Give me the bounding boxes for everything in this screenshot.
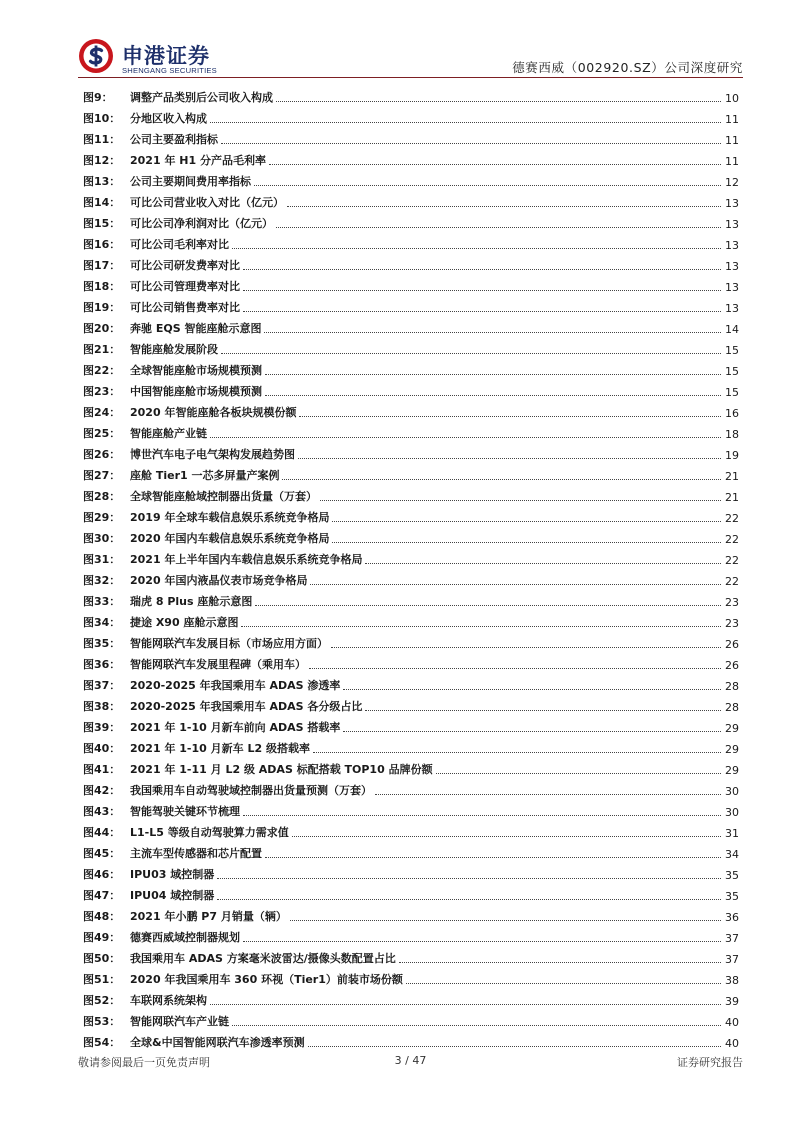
toc-figure-label: 图33：: [83, 595, 121, 608]
toc-entry[interactable]: [83, 1029, 739, 1050]
toc-page-number[interactable]: 30: [725, 785, 739, 798]
toc-page-number[interactable]: 37: [725, 953, 739, 966]
toc-figure-title[interactable]: 2020-2025 年我国乘用车 ADAS 渗透率: [130, 679, 341, 692]
toc-page-number[interactable]: 13: [725, 239, 739, 252]
toc-page-number[interactable]: 28: [725, 701, 739, 714]
toc-page-number[interactable]: 13: [725, 302, 739, 315]
toc-dot-leader: [221, 143, 721, 144]
toc-figure-title[interactable]: 智能驾驶关键环节梳理: [130, 805, 240, 818]
toc-entry[interactable]: [83, 609, 739, 630]
toc-figure-label: 图15：: [83, 217, 121, 230]
toc-figure-title[interactable]: 2021 年小鹏 P7 月销量（辆）: [130, 910, 287, 923]
toc-page-number[interactable]: 29: [725, 722, 739, 735]
toc-page-number[interactable]: 40: [725, 1037, 739, 1050]
toc-figure-label: 图24：: [83, 406, 121, 419]
toc-entry[interactable]: [83, 819, 739, 840]
toc-entry[interactable]: [83, 399, 739, 420]
toc-dot-leader: [298, 458, 721, 459]
toc-figure-title[interactable]: 博世汽车电子电气架构发展趋势图: [130, 448, 295, 461]
toc-dot-leader: [308, 1046, 721, 1047]
toc-figure-title[interactable]: 调整产品类别后公司收入构成: [130, 91, 273, 104]
toc-dot-leader: [320, 500, 721, 501]
toc-entry[interactable]: [83, 777, 739, 798]
toc-page-number[interactable]: 14: [725, 323, 739, 336]
toc-figure-label: 图18：: [83, 280, 121, 293]
toc-figure-label: 图50：: [83, 952, 121, 965]
toc-figure-label: 图16：: [83, 238, 121, 251]
toc-figure-title[interactable]: 可比公司毛利率对比: [130, 238, 229, 251]
toc-page-number[interactable]: 26: [725, 659, 739, 672]
toc-figure-title[interactable]: 2020 年智能座舱各板块规模份额: [130, 406, 297, 419]
toc-entry[interactable]: [83, 840, 739, 861]
toc-figure-title[interactable]: 智能座舱发展阶段: [130, 343, 218, 356]
toc-figure-label: 图11：: [83, 133, 121, 146]
toc-entry[interactable]: [83, 798, 739, 819]
toc-page-number[interactable]: 22: [725, 533, 739, 546]
toc-dot-leader: [436, 773, 721, 774]
toc-figure-title[interactable]: 智能网联汽车发展里程碑（乘用车）: [130, 658, 306, 671]
toc-figure-label: 图28：: [83, 490, 121, 503]
toc-page-number[interactable]: 11: [725, 113, 739, 126]
toc-figure-label: 图23：: [83, 385, 121, 398]
toc-page-number[interactable]: 21: [725, 470, 739, 483]
toc-page-number[interactable]: 34: [725, 848, 739, 861]
toc-figure-label: 图13：: [83, 175, 121, 188]
toc-dot-leader: [264, 332, 721, 333]
toc-page-number[interactable]: 31: [725, 827, 739, 840]
toc-page-number[interactable]: 22: [725, 512, 739, 525]
toc-entry[interactable]: [83, 672, 739, 693]
toc-figure-label: 图44：: [83, 826, 121, 839]
toc-figure-title[interactable]: 全球&中国智能网联汽车渗透率预测: [130, 1036, 305, 1049]
toc-dot-leader: [290, 920, 721, 921]
toc-dot-leader: [332, 521, 721, 522]
toc-page-number[interactable]: 39: [725, 995, 739, 1008]
toc-figure-title[interactable]: 2020-2025 年我国乘用车 ADAS 各分级占比: [130, 700, 363, 713]
toc-figure-label: 图41：: [83, 763, 121, 776]
toc-entry[interactable]: [83, 504, 739, 525]
toc-dot-leader: [375, 794, 721, 795]
page-footer: [78, 1054, 743, 1072]
toc-page-number[interactable]: 37: [725, 932, 739, 945]
toc-entry[interactable]: [83, 168, 739, 189]
toc-dot-leader: [331, 647, 721, 648]
toc-figure-title[interactable]: 2021 年 1-11 月 L2 级 ADAS 标配搭载 TOP10 品牌份额: [130, 763, 433, 776]
toc-page-number[interactable]: 13: [725, 281, 739, 294]
toc-figure-title[interactable]: L1-L5 等级自动驾驶算力需求值: [130, 826, 289, 839]
toc-figure-title[interactable]: 智能网联汽车产业链: [130, 1015, 229, 1028]
toc-figure-label: 图31：: [83, 553, 121, 566]
toc-dot-leader: [210, 122, 721, 123]
toc-figure-title[interactable]: 车联网系统架构: [130, 994, 207, 1007]
toc-page-number[interactable]: 35: [725, 869, 739, 882]
toc-figure-label: 图10：: [83, 112, 121, 125]
toc-figure-label: 图46：: [83, 868, 121, 881]
toc-dot-leader: [332, 542, 721, 543]
toc-figure-title[interactable]: 座舱 Tier1 一芯多屏量产案例: [130, 469, 280, 482]
toc-figure-title[interactable]: 智能座舱产业链: [130, 427, 207, 440]
toc-figure-label: 图51：: [83, 973, 121, 986]
toc-dot-leader: [221, 353, 721, 354]
toc-dot-leader: [217, 899, 721, 900]
toc-entry[interactable]: [83, 294, 739, 315]
toc-dot-leader: [309, 668, 721, 669]
toc-figure-label: 图54：: [83, 1036, 121, 1049]
toc-dot-leader: [365, 710, 721, 711]
toc-dot-leader: [232, 1025, 721, 1026]
toc-page-number[interactable]: 11: [725, 134, 739, 147]
toc-figure-label: 图48：: [83, 910, 121, 923]
toc-figure-label: 图38：: [83, 700, 121, 713]
toc-figure-label: 图43：: [83, 805, 121, 818]
toc-dot-leader: [210, 1004, 721, 1005]
toc-page-number[interactable]: 13: [725, 197, 739, 210]
toc-entry[interactable]: [83, 378, 739, 399]
toc-page-number[interactable]: 13: [725, 218, 739, 231]
toc-page-number[interactable]: 18: [725, 428, 739, 441]
toc-entry[interactable]: [83, 693, 739, 714]
toc-figure-label: 图42：: [83, 784, 121, 797]
toc-page-number[interactable]: 12: [725, 176, 739, 189]
toc-entry[interactable]: [83, 147, 739, 168]
toc-entry[interactable]: [83, 1008, 739, 1029]
toc-page-number[interactable]: 23: [725, 617, 739, 630]
toc-page-number[interactable]: 29: [725, 764, 739, 777]
brand-name-en: SHENGANG SECURITIES: [122, 66, 217, 75]
toc-entry[interactable]: [83, 126, 739, 147]
toc-figure-title[interactable]: 2021 年 H1 分产品毛利率: [130, 154, 266, 167]
toc-figure-title[interactable]: 可比公司净利润对比（亿元）: [130, 217, 273, 230]
toc-dot-leader: [243, 311, 721, 312]
toc-entry[interactable]: [83, 441, 739, 462]
toc-page-number[interactable]: 16: [725, 407, 739, 420]
toc-entry[interactable]: [83, 525, 739, 546]
toc-dot-leader: [243, 269, 721, 270]
toc-page-number[interactable]: 38: [725, 974, 739, 987]
toc-entry[interactable]: [83, 966, 739, 987]
toc-dot-leader: [265, 374, 721, 375]
toc-figure-title[interactable]: IPU03 域控制器: [130, 868, 215, 881]
toc-figure-label: 图30：: [83, 532, 121, 545]
toc-page-number[interactable]: 13: [725, 260, 739, 273]
toc-entry[interactable]: [83, 945, 739, 966]
toc-dot-leader: [265, 857, 721, 858]
toc-figure-title[interactable]: 公司主要期间费用率指标: [130, 175, 251, 188]
toc-dot-leader: [399, 962, 721, 963]
toc-figure-title[interactable]: 中国智能座舱市场规模预测: [130, 385, 262, 398]
toc-entry[interactable]: [83, 189, 739, 210]
toc-entry[interactable]: [83, 315, 739, 336]
toc-figure-label: 图47：: [83, 889, 121, 902]
toc-figure-label: 图19：: [83, 301, 121, 314]
toc-figure-title[interactable]: 分地区收入构成: [130, 112, 207, 125]
toc-figure-title[interactable]: 2021 年 1-10 月新车 L2 级搭载率: [130, 742, 310, 755]
toc-dot-leader: [406, 983, 721, 984]
toc-figure-title[interactable]: 全球智能座舱域控制器出货量（万套）: [130, 490, 317, 503]
toc-figure-label: 图39：: [83, 721, 121, 734]
toc-entry[interactable]: [83, 273, 739, 294]
toc-figure-title[interactable]: 2020 年国内液晶仪表市场竞争格局: [130, 574, 308, 587]
toc-dot-leader: [310, 584, 721, 585]
toc-page-number[interactable]: 22: [725, 554, 739, 567]
toc-figure-title[interactable]: 德赛西威域控制器规划: [130, 931, 240, 944]
toc-page-number[interactable]: 21: [725, 491, 739, 504]
toc-dot-leader: [299, 416, 721, 417]
toc-figure-label: 图27：: [83, 469, 121, 482]
toc-figure-label: 图35：: [83, 637, 121, 650]
toc-figure-label: 图36：: [83, 658, 121, 671]
shengang-logo-icon: [78, 38, 114, 74]
toc-figure-label: 图14：: [83, 196, 121, 209]
toc-entry[interactable]: [83, 756, 739, 777]
toc-figure-title[interactable]: 智能网联汽车发展目标（市场应用方面）: [130, 637, 328, 650]
toc-dot-leader: [269, 164, 721, 165]
toc-entry[interactable]: [83, 882, 739, 903]
toc-page-number[interactable]: 30: [725, 806, 739, 819]
toc-page-number[interactable]: 15: [725, 365, 739, 378]
toc-dot-leader: [292, 836, 721, 837]
toc-entry[interactable]: [83, 861, 739, 882]
toc-dot-leader: [276, 227, 721, 228]
toc-entry[interactable]: [83, 651, 739, 672]
toc-figure-label: 图9：: [83, 91, 113, 104]
toc-dot-leader: [243, 815, 721, 816]
toc-dot-leader: [243, 941, 721, 942]
toc-page-number[interactable]: 22: [725, 575, 739, 588]
toc-figure-title[interactable]: IPU04 域控制器: [130, 889, 215, 902]
toc-figure-title[interactable]: 2021 年上半年国内车载信息娱乐系统竞争格局: [130, 553, 363, 566]
toc-figure-title[interactable]: 我国乘用车自动驾驶域控制器出货量预测（万套）: [130, 784, 372, 797]
toc-dot-leader: [255, 605, 721, 606]
report-type: 证券研究报告: [677, 1056, 743, 1069]
header-divider: [78, 77, 743, 78]
toc-page-number[interactable]: 11: [725, 155, 739, 168]
toc-entry[interactable]: [83, 357, 739, 378]
toc-page-number[interactable]: 26: [725, 638, 739, 651]
figure-index-list: [83, 84, 739, 1050]
toc-dot-leader: [365, 563, 721, 564]
toc-page-number[interactable]: 29: [725, 743, 739, 756]
toc-entry[interactable]: [83, 252, 739, 273]
toc-figure-label: 图45：: [83, 847, 121, 860]
toc-figure-title[interactable]: 2021 年 1-10 月新车前向 ADAS 搭载率: [130, 721, 341, 734]
toc-figure-label: 图26：: [83, 448, 121, 461]
toc-entry[interactable]: [83, 546, 739, 567]
toc-page-number[interactable]: 28: [725, 680, 739, 693]
toc-page-number[interactable]: 19: [725, 449, 739, 462]
toc-figure-label: 图29：: [83, 511, 121, 524]
toc-entry[interactable]: [83, 714, 739, 735]
toc-dot-leader: [276, 101, 721, 102]
toc-figure-label: 图12：: [83, 154, 121, 167]
toc-entry[interactable]: [83, 84, 739, 105]
toc-dot-leader: [241, 626, 721, 627]
toc-dot-leader: [343, 731, 721, 732]
toc-entry[interactable]: [83, 903, 739, 924]
page-number: 3 / 47: [394, 1054, 427, 1067]
toc-figure-title[interactable]: 公司主要盈利指标: [130, 133, 218, 146]
toc-dot-leader: [265, 395, 721, 396]
toc-dot-leader: [232, 248, 721, 249]
toc-figure-label: 图37：: [83, 679, 121, 692]
toc-dot-leader: [243, 290, 721, 291]
toc-figure-title[interactable]: 2019 年全球车载信息娱乐系统竞争格局: [130, 511, 330, 524]
toc-figure-label: 图34：: [83, 616, 121, 629]
toc-page-number[interactable]: 40: [725, 1016, 739, 1029]
toc-page-number[interactable]: 36: [725, 911, 739, 924]
toc-figure-label: 图25：: [83, 427, 121, 440]
toc-page-number[interactable]: 15: [725, 344, 739, 357]
toc-figure-title[interactable]: 2020 年国内车载信息娱乐系统竞争格局: [130, 532, 330, 545]
toc-figure-title[interactable]: 捷途 X90 座舱示意图: [130, 616, 239, 629]
toc-figure-label: 图32：: [83, 574, 121, 587]
toc-figure-label: 图40：: [83, 742, 121, 755]
toc-dot-leader: [287, 206, 721, 207]
toc-figure-label: 图17：: [83, 259, 121, 272]
toc-entry[interactable]: [83, 924, 739, 945]
toc-figure-label: 图22：: [83, 364, 121, 377]
toc-page-number[interactable]: 15: [725, 386, 739, 399]
toc-figure-label: 图53：: [83, 1015, 121, 1028]
toc-dot-leader: [313, 752, 721, 753]
toc-page-number[interactable]: 10: [725, 92, 739, 105]
toc-entry[interactable]: [83, 231, 739, 252]
toc-figure-title[interactable]: 可比公司销售费率对比: [130, 301, 240, 314]
toc-dot-leader: [282, 479, 721, 480]
toc-figure-title[interactable]: 主流车型传感器和芯片配置: [130, 847, 262, 860]
disclaimer-note: 敬请参阅最后一页免责声明: [78, 1056, 210, 1069]
toc-entry[interactable]: [83, 462, 739, 483]
toc-figure-title[interactable]: 可比公司研发费率对比: [130, 259, 240, 272]
report-title: 德赛西威（002920.SZ）公司深度研究: [512, 60, 743, 75]
toc-dot-leader: [343, 689, 721, 690]
toc-entry[interactable]: [83, 735, 739, 756]
toc-figure-title[interactable]: 2020 年我国乘用车 360 环视（Tier1）前装市场份额: [130, 973, 403, 986]
toc-entry[interactable]: [83, 483, 739, 504]
toc-figure-label: 图21：: [83, 343, 121, 356]
toc-figure-title[interactable]: 可比公司营业收入对比（亿元）: [130, 196, 284, 209]
toc-page-number[interactable]: 23: [725, 596, 739, 609]
toc-entry[interactable]: [83, 987, 739, 1008]
toc-page-number[interactable]: 35: [725, 890, 739, 903]
toc-figure-title[interactable]: 奔驰 EQS 智能座舱示意图: [130, 322, 262, 335]
toc-entry[interactable]: [83, 630, 739, 651]
toc-dot-leader: [210, 437, 721, 438]
toc-entry[interactable]: [83, 336, 739, 357]
toc-figure-title[interactable]: 全球智能座舱市场规模预测: [130, 364, 262, 377]
toc-figure-label: 图52：: [83, 994, 121, 1007]
toc-entry[interactable]: [83, 210, 739, 231]
page-header: [0, 0, 793, 82]
toc-figure-label: 图49：: [83, 931, 121, 944]
toc-dot-leader: [254, 185, 721, 186]
toc-entry[interactable]: [83, 105, 739, 126]
toc-figure-title[interactable]: 可比公司管理费率对比: [130, 280, 240, 293]
toc-entry[interactable]: [83, 420, 739, 441]
toc-entry[interactable]: [83, 567, 739, 588]
toc-figure-label: 图20：: [83, 322, 121, 335]
toc-figure-title[interactable]: 瑞虎 8 Plus 座舱示意图: [130, 595, 253, 608]
toc-entry[interactable]: [83, 588, 739, 609]
brand-name-cn: 申港证券: [122, 44, 210, 68]
toc-dot-leader: [217, 878, 721, 879]
toc-figure-title[interactable]: 我国乘用车 ADAS 方案毫米波雷达/摄像头数配置占比: [130, 952, 396, 965]
